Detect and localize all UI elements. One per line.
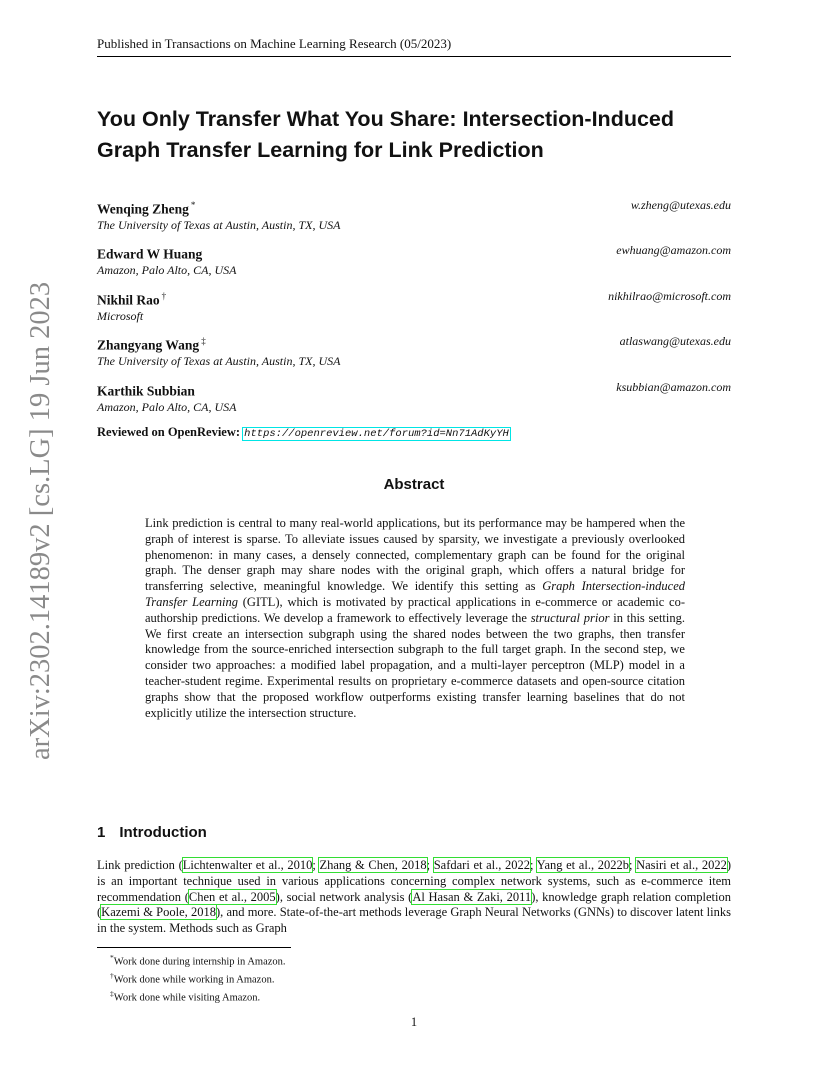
footnote: *Work done during internship in Amazon. [110,953,286,968]
citation-link[interactable]: Kazemi & Poole, 2018 [101,905,216,920]
citation-link[interactable]: Chen et al., 2005 [188,889,276,904]
citation-link[interactable]: Safdari et al., 2022 [433,858,531,872]
author-affiliation: Amazon, Palo Alto, CA, USA [97,262,237,277]
author-affiliation: The University of Texas at Austin, Austin, TX, USA [97,353,341,368]
title-line-2: Graph Transfer Learning for Link Prediction [97,138,544,162]
author-email: atlaswang@utexas.edu [619,334,731,348]
structural-prior-term: structural prior [530,610,610,625]
citation-link[interactable]: Yang et al., 2022b [536,858,629,872]
footnote: ‡Work done while visiting Amazon. [110,989,261,1004]
introduction-paragraph: Link prediction (Lichtenwalter et al., 2010; Zhang & Chen, 2018; Safdari et al., 2022; Yang et al., 2022b; Nasiri et al., 2022) is an important technique used in various applications concerning complex network systems, such as e-commerce item recommendation (Chen et al., 2005), social network analysis (Al Hasan & Zaki, 2011), knowledge graph relation completion (Kazemi & Poole, 2018), and more. State-of-the-art methods leverage Graph Neural Networks (GNNs) to discover latent links in the system. Methods such as Graph [97,858,732,936]
paper-title [97,104,747,166]
author-affiliation: Microsoft [97,308,144,323]
openreview-link[interactable]: https://openreview.net/forum?id=Nn71AdKyYH [244,428,509,440]
citation-link[interactable]: Zhang & Chen, 2018 [319,858,427,872]
abstract-text: Link prediction is central to many real-world applications, but its performance may be hampered when the graph of interest is sparse. To alleviate issues caused by sparsity, we investigate a previously overlooked phenomenon: in many cases, a densely connected, complementary graph can be found for the original graph. The denser graph may share nodes with the original graph, which offers a natural bridge for transferring selective, meaningful knowledge. We identify this setting as Graph Intersection-induced Transfer Learning (GITL), which is motivated by practical applications in e-commerce or academic co-authorship predictions. We develop a framework to effectively leverage the structural prior in this setting. We first create an intersection subgraph using the shared nodes between the two graphs, then transfer knowledge from the source-enriched intersection subgraph to the full target graph. In the second step, we consider two approaches: a modified label propagation, and a multi-layer perceptron (MLP) model in a teacher-student regime. Experimental results on proprietary e-commerce datasets and open-source citation graphs show that the proposed workflow outperforms existing transfer learning baselines that do not explicitly utilize the intersection structure. [145,516,686,720]
author-email: nikhilrao@microsoft.com [608,289,731,303]
openreview-label: Reviewed on OpenReview: [97,425,241,439]
author-name: Karthik Subbian [97,383,195,399]
author-block-3 [97,288,731,324]
author-block-5 [97,379,731,415]
openreview-line [97,425,510,440]
arxiv-identifier-stamp: arXiv:2302.14189v2 [cs.LG] 19 Jun 2023 [25,281,56,760]
section-number: 1 [97,824,106,841]
author-email: w.zheng@utexas.edu [630,198,731,212]
author-block-1 [97,197,731,233]
page-number: 1 [410,1015,418,1029]
citation-link[interactable]: Al Hasan & Zaki, 2011 [412,889,532,904]
author-name: Zhangyang Wang ‡ [97,336,206,353]
author-email: ewhuang@amazon.com [616,243,731,257]
citation-link[interactable]: Lichtenwalter et al., 2010 [182,858,313,872]
section-title: Introduction [119,824,207,841]
author-footnote-mark: * [190,200,196,210]
section-heading-introduction [97,824,207,841]
author-affiliation: Amazon, Palo Alto, CA, USA [97,399,237,414]
author-block-4 [97,333,731,369]
author-footnote-mark: † [161,291,167,301]
author-name: Nikhil Rao † [97,291,167,308]
footnote: †Work done while working in Amazon. [110,971,275,986]
running-header: Published in Transactions on Machine Learning Research (05/2023) [97,36,731,57]
author-affiliation: The University of Texas at Austin, Austin, TX, USA [97,217,341,232]
title-line-1: You Only Transfer What You Share: Intersection-Induced [97,107,675,131]
gitl-term: Graph Intersection-induced Transfer Learning [145,579,686,609]
author-name: Wenqing Zheng * [97,200,196,217]
footnotes [110,951,286,1005]
abstract-heading: Abstract [383,476,445,493]
author-footnote-mark: ‡ [201,336,206,346]
author-name: Edward W Huang [97,246,203,262]
author-block-2 [97,242,731,278]
footnote-divider [97,947,291,948]
author-email: ksubbian@amazon.com [616,380,731,394]
citation-link[interactable]: Nasiri et al., 2022 [636,858,727,872]
